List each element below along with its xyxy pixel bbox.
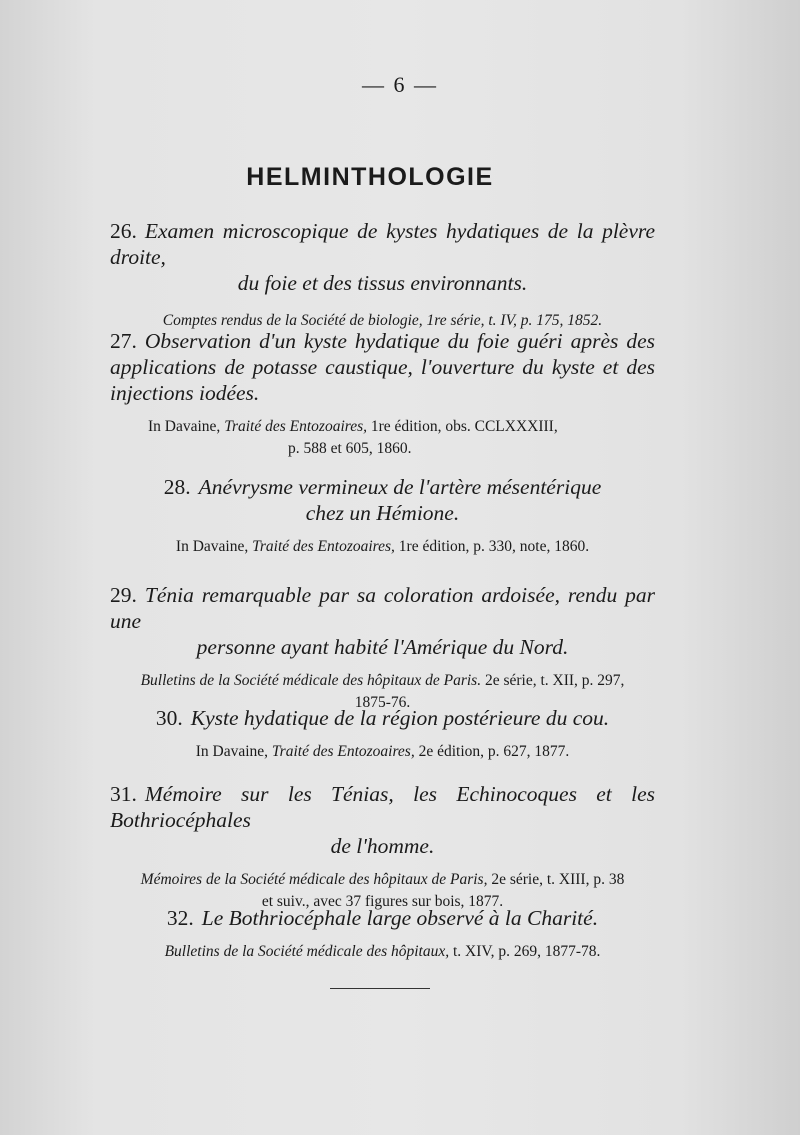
- source-work: Bulletins de la Société médicale des hôpitaux,: [164, 943, 450, 960]
- entry-number: 29.: [110, 583, 137, 607]
- entry-27: [110, 328, 655, 460]
- section-heading: HELMINTHOLOGIE: [246, 163, 494, 191]
- title-line: du foie et des tissus environnants.: [237, 271, 528, 295]
- source-work: Traité des Entozoaires,: [252, 538, 395, 555]
- entry-number: 26.: [110, 219, 137, 243]
- title-text: Le Bothriocéphale large observé à la Charité.: [201, 906, 599, 930]
- entry-title: [110, 705, 655, 731]
- title-text: Observation d'un kyste hydatique du foie guéri après des applications de potasse caustique, l'ouverture du kyste et des injections iodées.: [110, 329, 655, 405]
- source-details: 2e série, t. XIII, p. 38: [491, 871, 625, 888]
- entry-source: [110, 536, 655, 558]
- entry-title: [110, 582, 655, 660]
- entry-title: [110, 218, 655, 296]
- entry-31: [110, 781, 655, 913]
- title-line: Examen microscopique de kystes hydatiques de la plèvre droite,: [110, 219, 655, 269]
- page-number: — 6 —: [362, 72, 438, 97]
- source-work: Bulletins de la Société médicale des hôpitaux de Paris.: [140, 672, 482, 689]
- source-details: 2e édition, p. 627, 1877.: [418, 743, 570, 760]
- source-work: Traité des Entozoaires,: [271, 743, 415, 760]
- entry-32: [110, 905, 655, 963]
- source-details: t. XIV, p. 269, 1877-78.: [453, 943, 601, 960]
- source-prefix: In Davaine,: [148, 418, 221, 435]
- entry-number: 32.: [166, 906, 194, 930]
- entry-title: [110, 328, 655, 406]
- entry-30: [110, 705, 655, 763]
- title-line: Mémoire sur les Ténias, les Echinocoques et les Bothriocéphales: [110, 782, 655, 832]
- title-line: chez un Hémione.: [305, 501, 460, 525]
- entry-source: [110, 941, 655, 963]
- entry-title: [110, 474, 655, 526]
- title-line: Ténia remarquable par sa coloration ardoisée, rendu par une: [110, 583, 655, 633]
- source-prefix: In Davaine,: [175, 538, 249, 555]
- entry-29: [110, 582, 655, 714]
- entry-number: 31.: [110, 782, 137, 806]
- source-prefix: In Davaine,: [195, 743, 269, 760]
- source-line: 1875-76.: [354, 694, 411, 711]
- source-details: 2e série, t. XII, p. 297,: [484, 672, 625, 689]
- end-rule: [330, 988, 430, 989]
- entry-number: 30.: [155, 706, 183, 730]
- source-work: Mémoires de la Société médicale des hôpitaux de Paris,: [140, 871, 488, 888]
- entry-source: [110, 416, 655, 460]
- source-line: p. 588 et 605, 1860.: [288, 440, 412, 457]
- entry-26: [110, 218, 655, 332]
- title-line: Anévrysme vermineux de l'artère mésentérique: [198, 475, 602, 499]
- entry-number: 27.: [110, 329, 137, 353]
- title-text: Kyste hydatique de la région postérieure du cou.: [190, 706, 610, 730]
- entry-number: 28.: [163, 475, 191, 499]
- source-details: 1re édition, p. 330, note, 1860.: [398, 538, 590, 555]
- source-line: et suiv., avec 37 figures sur bois, 1877.: [261, 893, 504, 910]
- title-line: de l'homme.: [330, 834, 435, 858]
- entry-source: [110, 741, 655, 763]
- entry-28: [110, 474, 655, 558]
- entry-title: [110, 905, 655, 931]
- entry-source: Comptes rendus de la Société de biologie, 1re série, t. IV, p. 175, 1852.: [162, 312, 603, 329]
- source-details: 1re édition, obs. CCLXXXIII,: [370, 418, 558, 435]
- source-work: Traité des Entozoaires,: [224, 418, 367, 435]
- entry-title: [110, 781, 655, 859]
- title-line: personne ayant habité l'Amérique du Nord.: [196, 635, 569, 659]
